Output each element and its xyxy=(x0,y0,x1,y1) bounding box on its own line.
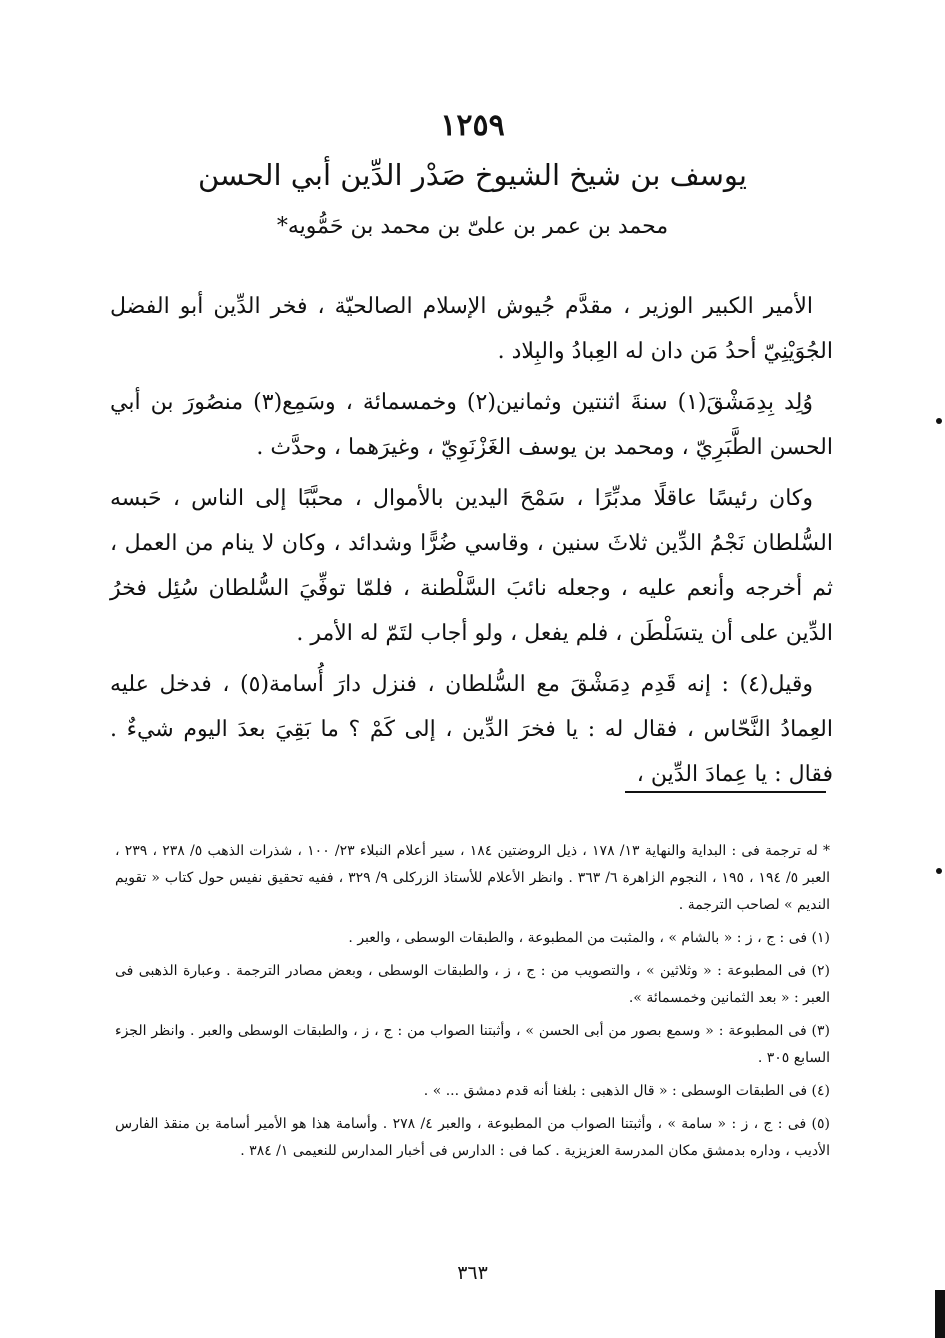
footnote: (٤) فى الطبقات الوسطى : « قال الذهبى : بلغنا أنه قدم دمشق ... » . xyxy=(423,1083,830,1099)
margin-dot xyxy=(936,868,942,874)
entry-subtitle: محمد بن عمر بن علىّ بن محمد بن حَمُّويه* xyxy=(276,214,669,239)
footnote: (٣) فى المطبوعة : « وسمع بصور من أبى الحسن » ، وأثبتنا الصواب من : ج ، ز ، والطبقات الوسطى والعبر . وانظر الجزء السابع ٣٠٥ . xyxy=(115,1023,830,1066)
biography-text xyxy=(110,284,833,803)
page-number: ٣٦٣ xyxy=(457,1262,488,1284)
entry-number: ١٢٥٩ xyxy=(440,108,505,143)
margin-dot xyxy=(936,418,942,424)
footnote-divider xyxy=(625,791,826,793)
entry-title: يوسف بن شيخ الشيوخ صَدْر الدِّين أبي الحسن xyxy=(197,158,747,192)
footnotes xyxy=(115,838,830,1171)
body-paragraph: وُلِد بِدِمَشْقَ(١) سنةَ اثنتين وثمانين(٢) وخمسمائة ، وسَمِع(٣) منصُورَ بن أبي الحسن الطَّبَرِيّ ، ومحمد بن يوسف الغَزْنَوِيّ ، وغيرَهما ، وحدَّث . xyxy=(110,390,833,460)
body-paragraph: وقيل(٤) : إنه قَدِم دِمَشْقَ مع السُّلطان ، فنزل دارَ أُسامة(٥) ، فدخل عليه العِمادُ النَّحّاس ، فقال له : يا فخرَ الدِّين ، إلى كَمْ ؟ ما بَقِيَ بعدَ اليوم شيءٌ . فقال : يا عِمادَ الدِّين ، xyxy=(110,672,833,787)
footnote: (٥) فى : ج ، ز : « سامة » ، وأثبتنا الصواب من المطبوعة ، والعبر ٤/ ٢٧٨ . وأسامة هذا هو الأمير أسامة بن منقذ الفارس الأديب ، وداره بدمشق مكان المدرسة العزيزية . كما فى : الدارس فى أخبار المدارس للنعيمى ١/ ٣٨٤ . xyxy=(115,1116,830,1159)
body-paragraph: وكان رئيسًا عاقلًا مدبِّرًا ، سَمْحَ اليدين بالأموال ، محبَّبًا إلى الناس ، حَبسه السُّلطان نَجْمُ الدِّين ثلاثَ سنين ، وقاسي ضُرًّا وشدائد ، وكان لا ينام من العمل ، ثم أخرجه وأنعم عليه ، وجعله نائبَ السَّلْطنة ، فلمّا توفِّيَ السُّلطان سُئِل فخرُ الدِّين على أن يتسَلْطَن ، فلم يفعل ، ولو أجاب لتَمّ له الأمر . xyxy=(110,486,833,646)
footnote: (١) فى : ج ، ز : « بالشام » ، والمثبت من المطبوعة ، والطبقات الوسطى ، والعبر . xyxy=(348,930,830,946)
body-paragraph: الأمير الكبير الوزير ، مقدَّم جُيوش الإسلام الصالحيّة ، فخر الدِّين أبو الفضل الجُوَيْنِيّ أحدُ مَن دان له العِبادُ والبِلاد . xyxy=(110,294,833,364)
footnote: * له ترجمة فى : البداية والنهاية ١٣/ ١٧٨ ، ذيل الروضتين ١٨٤ ، سير أعلام النبلاء ٢٣/ ١٠٠ ، شذرات الذهب ٥/ ٢٣٨ ، ٢٣٩ ، العبر ٥/ ١٩٤ ، ١٩٥ ، النجوم الزاهرة ٦/ ٣٦٣ . وانظر الأعلام للأستاذ الزركلى ٩/ ٣٢٩ ، ففيه تحقيق نفيس حول كتاب « تقويم النديم » لصاحب الترجمة . xyxy=(115,843,831,913)
footnote: (٢) فى المطبوعة : « وثلاثين » ، والتصويب من : ج ، ز ، والطبقات الوسطى ، وبعض مصادر الترجمة . وعبارة الذهبى فى العبر : « بعد الثمانين وخمسمائة ». xyxy=(115,963,830,1006)
scan-edge-mark xyxy=(935,1290,945,1338)
